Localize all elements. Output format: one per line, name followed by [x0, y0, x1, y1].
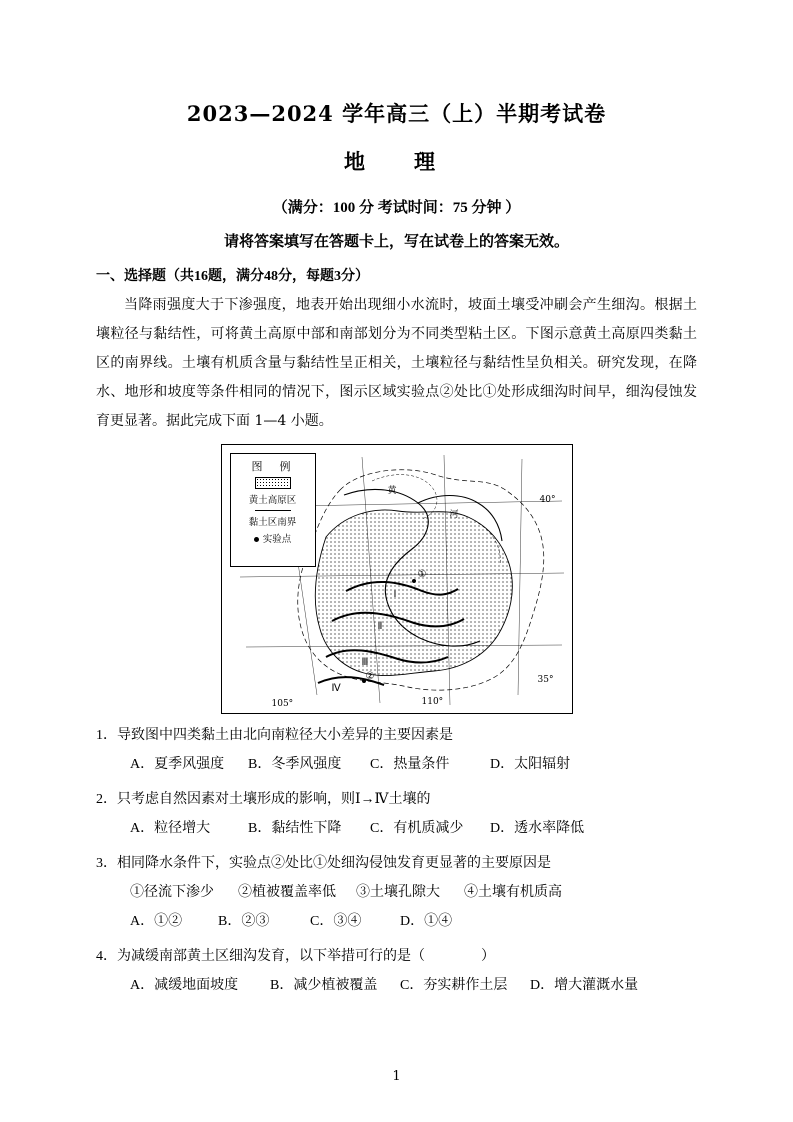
- question-3-options: [96, 909, 697, 935]
- question-3-sub-option-2: ②植被覆盖率低: [238, 885, 336, 900]
- passage-text: 当降雨强度大于下渗强度，地表开始出现细小水流时，坡面土壤受冲刷会产生细沟。根据土壤粒径与黏结性，可将黄土高原中部和南部划分为不同类型粘土区。下图示意黄土高原四类黏土区的南界线。土壤有机质含量与黏结性呈正相关，土壤粒径与黏结性呈负相关。研究发现，在降水、地形和坡度等条件相同的情况下，图示区域实验点②处比①处形成细沟时间早，细沟侵蚀发育更显著。据此完成下面 1—4 小题。: [96, 297, 697, 429]
- question-3-number: 3．: [96, 856, 117, 871]
- map-zone-4: Ⅳ: [331, 683, 341, 694]
- question-4-option-a[interactable]: A．减缓地面坡度: [130, 978, 239, 993]
- question-1-option-b[interactable]: B．冬季风强度: [248, 757, 342, 772]
- question-4-options: [96, 973, 697, 999]
- map-point-1: ①: [417, 569, 427, 580]
- question-3-option-a[interactable]: A．①②: [130, 914, 183, 929]
- question-1-options: [96, 752, 697, 778]
- question-2-option-d[interactable]: D．透水率降低: [490, 821, 585, 836]
- experiment-dot-1: [412, 579, 416, 583]
- map-label-lon110: 110°: [421, 697, 444, 707]
- question-3-sub-options: [96, 880, 697, 906]
- question-3-sub-option-4: ④土壤有机质高: [464, 885, 562, 900]
- subject-title: 地 理: [344, 149, 449, 174]
- question-1-option-d[interactable]: D．太阳辐射: [490, 757, 571, 772]
- question-2-option-c[interactable]: C．有机质减少: [370, 821, 464, 836]
- map-label-lat35: 35°: [537, 675, 554, 685]
- map-point-2: ②: [365, 671, 375, 682]
- question-3-text: 相同降水条件下，实验点②处比①处细沟侵蚀发育更显著的主要原因是: [117, 856, 551, 871]
- legend-point-dot-icon: [254, 537, 259, 542]
- map-label-lat40: 40°: [539, 495, 556, 505]
- map-legend: [230, 453, 316, 567]
- question-4-text: 为减缓南部黄土区细沟发育，以下举措可行的是（ ）: [117, 949, 495, 964]
- question-4: [96, 944, 697, 970]
- map-label-river2: 河: [449, 510, 459, 520]
- question-1-text: 导致图中四类黏土由北向南粒径大小差异的主要因素是: [117, 728, 453, 743]
- question-3-option-b[interactable]: B．②③: [218, 914, 270, 929]
- loess-plateau-map: [221, 444, 573, 714]
- legend-area-swatch: [255, 477, 291, 489]
- question-2-options: [96, 816, 697, 842]
- question-3: [96, 851, 697, 877]
- map-zone-1: Ⅰ: [393, 589, 397, 600]
- question-3-option-c[interactable]: C．③④: [310, 914, 362, 929]
- question-1-option-a[interactable]: A．夏季风强度: [130, 757, 225, 772]
- map-zone-3: Ⅲ: [361, 657, 369, 668]
- question-4-number: 4．: [96, 949, 117, 964]
- section-heading: 一、选择题（共16题，满分48分，每题3分）: [96, 269, 369, 284]
- question-2-text: 只考虑自然因素对土壤形成的影响，则Ⅰ→Ⅳ土壤的: [117, 792, 431, 807]
- legend-point-label: 实验点: [262, 534, 292, 545]
- page-title: 2023—2024 学年高三（上）半期考试卷: [186, 101, 607, 126]
- legend-boundary-label: 黏土区南界: [248, 517, 297, 528]
- question-1: [96, 723, 697, 749]
- question-1-option-c[interactable]: C．热量条件: [370, 757, 450, 772]
- answer-note: 请将答案填写在答题卡上，写在试卷上的答案无效。: [223, 234, 569, 250]
- question-4-option-d[interactable]: D．增大灌溉水量: [530, 978, 639, 993]
- question-2-option-a[interactable]: A．粒径增大: [130, 821, 211, 836]
- map-label-river: 黄: [387, 486, 397, 496]
- question-2: [96, 787, 697, 813]
- page-number: 1: [392, 1069, 401, 1084]
- map-label-lon105: 105°: [271, 699, 294, 709]
- question-4-option-b[interactable]: B．减少植被覆盖: [270, 978, 378, 993]
- map-zone-2: Ⅱ: [377, 621, 383, 632]
- legend-point-row: [231, 531, 315, 545]
- question-3-option-d[interactable]: D．①④: [400, 914, 453, 929]
- legend-boundary-line: [255, 510, 291, 511]
- question-2-option-b[interactable]: B．黏结性下降: [248, 821, 342, 836]
- question-3-sub-option-1: ①径流下渗少: [130, 885, 214, 900]
- question-1-number: 1．: [96, 728, 117, 743]
- figure-container: [96, 444, 697, 714]
- question-3-sub-option-3: ③土壤孔隙大: [356, 885, 440, 900]
- exam-info: （满分：100 分 考试时间：75 分钟 ）: [272, 200, 521, 216]
- legend-title: 图 例: [251, 460, 294, 473]
- legend-area-label: 黄土高原区: [248, 495, 297, 506]
- question-2-number: 2．: [96, 792, 117, 807]
- question-4-option-c[interactable]: C．夯实耕作土层: [400, 978, 508, 993]
